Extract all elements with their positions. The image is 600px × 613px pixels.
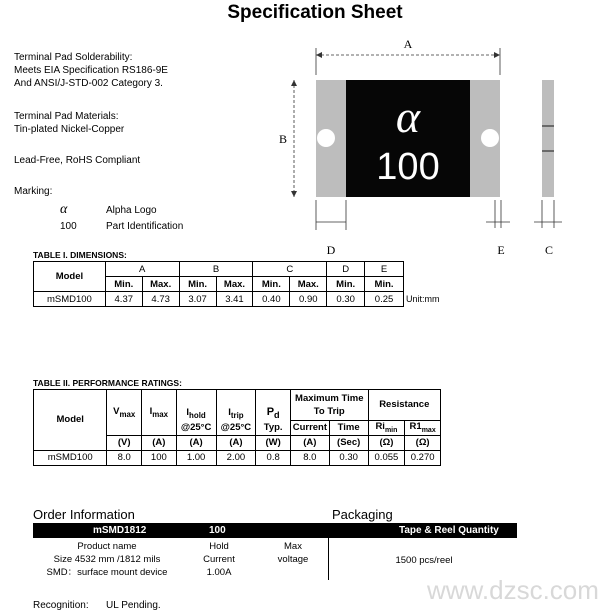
solderability-line: Terminal Pad Solderability: — [14, 52, 133, 63]
resistance-header: Resistance — [368, 390, 440, 421]
order-heading: Order Information — [33, 507, 135, 522]
arrow-icon — [291, 80, 297, 86]
dim-label-c: C — [544, 243, 554, 257]
table1-group-header: B — [179, 262, 253, 277]
r1max-header-main: R1 — [409, 421, 422, 433]
unit-cell: (A) — [142, 435, 177, 450]
page-title: Specification Sheet — [227, 2, 403, 23]
arrow-icon — [494, 52, 500, 58]
unit-cell: (A) — [216, 435, 256, 450]
pd-header-main: P — [266, 405, 275, 418]
table1-group-header: C — [253, 262, 327, 277]
rimin-header-main: Ri — [375, 421, 385, 433]
packaging-qty-label: Tape & Reel Quantity — [399, 525, 499, 536]
order-voltage-line: Max — [284, 541, 302, 552]
max-header: Max. — [290, 277, 327, 292]
arrow-icon — [316, 52, 322, 58]
compliance-text: Lead-Free, RoHS Compliant — [14, 155, 141, 166]
order-divider — [328, 538, 329, 580]
imax-header-main: I — [149, 405, 153, 417]
table2-cell: mSMD100 — [34, 450, 107, 465]
rimin-header — [368, 420, 405, 435]
table1-cell: 4.73 — [142, 292, 179, 307]
unit-cell: (Sec) — [329, 435, 368, 450]
order-col-hold — [188, 540, 250, 579]
dimensions-table — [33, 261, 404, 307]
marking-desc: Alpha Logo — [106, 205, 157, 216]
vmax-header-sub: max — [119, 409, 136, 419]
table2-cell: 0.055 — [368, 450, 405, 465]
pd-header — [256, 390, 291, 421]
table-row — [34, 292, 404, 307]
recognition-label: Recognition: — [33, 600, 89, 611]
order-col-product — [36, 540, 178, 579]
table2-cell: 2.00 — [216, 450, 256, 465]
ihold-header — [176, 390, 216, 421]
table2-cell: 1.00 — [176, 450, 216, 465]
watermark: www.dzsc.com — [427, 575, 599, 605]
dim-label-e: E — [497, 243, 505, 257]
ttt-time-header: Time — [329, 420, 368, 435]
unit-cell: (Ω) — [368, 435, 405, 450]
min-header: Min. — [365, 277, 404, 292]
table2-model-header: Model — [34, 390, 107, 451]
table1-group-header: E — [365, 262, 404, 277]
table2-cell: 0.30 — [329, 450, 368, 465]
order-product-line: Size 4532 mm /1812 mils — [53, 554, 161, 565]
max-header: Max. — [216, 277, 253, 292]
packaging-quantity: 1500 pcs/reel — [395, 555, 453, 566]
table1-cell: 0.40 — [253, 292, 290, 307]
table1-cell: mSMD100 — [34, 292, 106, 307]
ttt-current-header: Current — [290, 420, 329, 435]
terminal-notch — [481, 129, 499, 147]
table2-cell: 8.0 — [290, 450, 329, 465]
materials-line: Terminal Pad Materials: — [14, 111, 119, 122]
component-diagram — [270, 30, 590, 260]
dim-label-a: A — [403, 37, 413, 51]
solderability-line: And ANSI/J-STD-002 Category 3. — [14, 78, 163, 89]
table2-cell: 100 — [142, 450, 177, 465]
max-header: Max. — [142, 277, 179, 292]
unit-cell: (W) — [256, 435, 291, 450]
order-product-line: Product name — [77, 541, 137, 552]
min-header: Min. — [253, 277, 290, 292]
terminal-notch — [317, 129, 335, 147]
order-hold-line: Hold — [209, 541, 229, 552]
unit-cell: (A) — [290, 435, 329, 450]
marking-desc: Part Identification — [106, 221, 184, 232]
rimin-header-sub: min — [384, 426, 398, 434]
order-col-voltage — [262, 540, 324, 566]
table2-cell: 0.270 — [405, 450, 441, 465]
min-header: Min. — [327, 277, 365, 292]
chip-alpha-logo: α — [395, 91, 421, 142]
table1-cell: 0.25 — [365, 292, 404, 307]
order-hold-line: Current — [203, 554, 235, 565]
order-code-label: 100 — [209, 525, 226, 536]
side-view — [542, 80, 554, 197]
chip-part-id: 100 — [376, 146, 440, 188]
itrip-cond: @25°C — [216, 420, 256, 435]
min-header: Min. — [105, 277, 142, 292]
order-header-bar — [33, 523, 517, 538]
materials-text — [14, 110, 124, 136]
unit-label: Unit:mm — [406, 294, 440, 304]
imax-header-sub: max — [152, 409, 169, 419]
materials-line: Tin-plated Nickel-Copper — [14, 124, 125, 135]
performance-table — [33, 389, 441, 466]
r1max-header-sub: max — [421, 426, 436, 434]
packaging-heading: Packaging — [332, 507, 393, 522]
pd-cond: Typ. — [256, 420, 291, 435]
table1-caption: TABLE I. DIMENSIONS: — [33, 250, 127, 260]
table1-group-header: D — [327, 262, 365, 277]
solderability-text — [14, 51, 168, 90]
marking-code-100: 100 — [60, 221, 77, 232]
dim-label-d: D — [326, 243, 336, 257]
arrow-icon — [291, 191, 297, 197]
itrip-header — [216, 390, 256, 421]
vmax-header-main: V — [113, 405, 120, 417]
table2-caption: TABLE II. PERFORMANCE RATINGS: — [33, 378, 182, 388]
pd-header-sub: d — [274, 410, 280, 420]
ihold-cond: @25°C — [176, 420, 216, 435]
ihold-header-sub: hold — [189, 411, 206, 420]
marking-code-alpha: α — [60, 202, 68, 217]
table1-model-header: Model — [34, 262, 106, 292]
itrip-header-main: I — [228, 407, 231, 419]
table2-cell: 0.8 — [256, 450, 291, 465]
unit-cell: (V) — [107, 435, 142, 450]
table2-cell: 8.0 — [107, 450, 142, 465]
table1-cell: 0.30 — [327, 292, 365, 307]
dim-label-b: B — [278, 132, 288, 146]
table1-cell: 3.07 — [179, 292, 216, 307]
r1max-header — [405, 420, 441, 435]
min-header: Min. — [179, 277, 216, 292]
time-to-trip-header: Maximum Time To Trip — [290, 390, 368, 421]
order-part-label: mSMD1812 — [93, 525, 147, 536]
vmax-header — [107, 390, 142, 436]
order-hold-line: 1.00A — [206, 567, 232, 578]
table1-cell: 3.41 — [216, 292, 253, 307]
table1-group-header: A — [105, 262, 179, 277]
order-product-line: SMD：surface mount device — [46, 567, 168, 578]
recognition-value: UL Pending. — [106, 600, 161, 611]
ihold-header-main: I — [186, 407, 190, 419]
table1-cell: 0.90 — [290, 292, 327, 307]
unit-cell: (A) — [176, 435, 216, 450]
table1-cell: 4.37 — [105, 292, 142, 307]
order-voltage-line: voltage — [277, 554, 309, 565]
marking-label: Marking: — [14, 186, 53, 197]
unit-cell: (Ω) — [405, 435, 441, 450]
solderability-line: Meets EIA Specification RS186-9E — [14, 65, 168, 76]
itrip-header-sub: trip — [230, 411, 244, 420]
imax-header — [142, 390, 177, 436]
table-row — [34, 450, 441, 465]
